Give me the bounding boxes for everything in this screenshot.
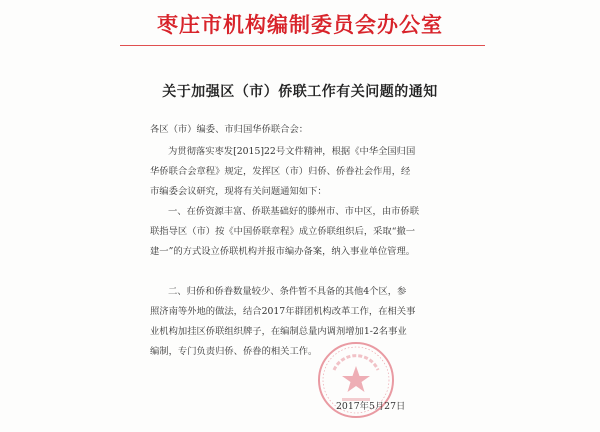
paragraph-3-line-2: 照济南等外地的做法，结合2017年群团机构改革工作，在相关事 bbox=[150, 306, 416, 317]
paragraph-1-line-1: 为贯彻落实枣发[2015]22号文件精神，根据《中华全国归国 bbox=[168, 146, 416, 157]
paragraph-1-line-3: 市编委会议研究，现将有关问题通知如下： bbox=[150, 186, 327, 197]
document-title: 关于加强区（市）侨联工作有关问题的通知 bbox=[162, 84, 438, 100]
paragraph-2-line-1: 一、在侨资源丰富、侨联基础好的滕州市、市中区，由市侨联 bbox=[168, 206, 420, 217]
paragraph-2-line-3: 建一”的方式设立侨联机构并报市编办备案，纳入事业单位管理。 bbox=[150, 246, 416, 257]
header-divider bbox=[120, 45, 485, 46]
paragraph-2-line-2: 联指导区（市）按《中国侨联章程》成立侨联组织后，采取“撤一 bbox=[150, 226, 416, 237]
paragraph-3-line-1: 二、归侨和侨眷数量较少、条件暂不具备的其他4个区，参 bbox=[168, 286, 407, 297]
paragraph-1-line-2: 华侨联合会章程》规定，发挥区（市）归侨、侨眷社会作用，经 bbox=[150, 166, 411, 177]
paragraph-3-line-3: 业机构加挂区侨联组织牌子，在编制总量内调剂增加1-2名事业 bbox=[150, 326, 407, 337]
salutation: 各区（市）编委、市归国华侨联合会： bbox=[150, 124, 309, 135]
issuer-header: 枣庄市机构编制委员会办公室 bbox=[157, 12, 443, 37]
document-date: 2017年5月27日 bbox=[336, 401, 406, 412]
paragraph-3-line-4: 编制，专门负责归侨、侨眷的相关工作。 bbox=[150, 346, 318, 357]
